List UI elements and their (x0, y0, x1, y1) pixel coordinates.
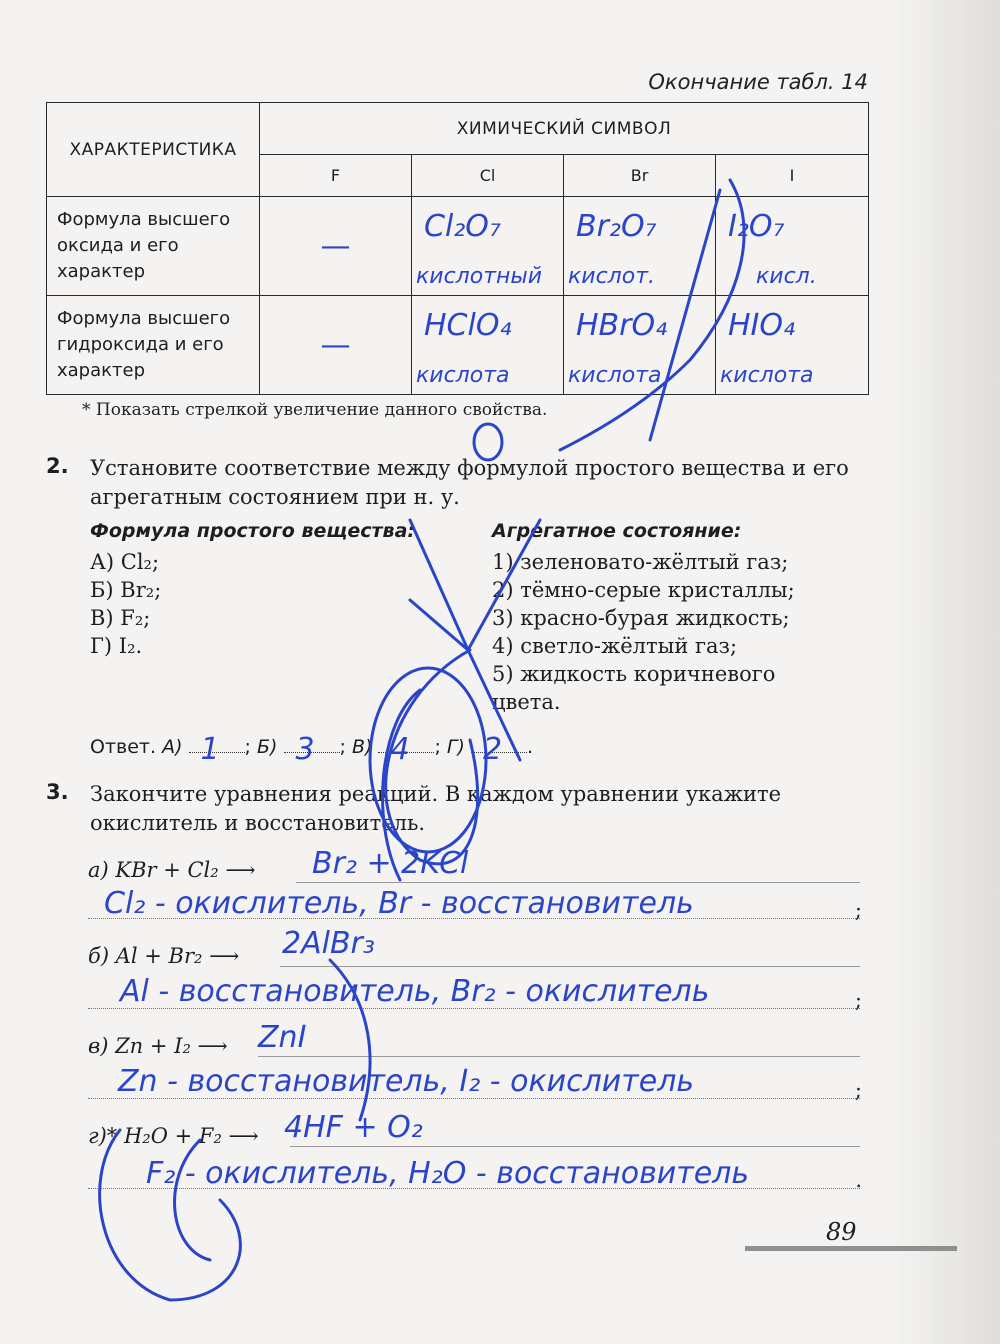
hw-fan-stroke (410, 600, 468, 650)
q2-right-item: 4) светло-жёлтый газ; (492, 634, 738, 658)
question-2-text: Установите соответствие между формулой простого вещества и его агрегатным состоянием при н. у. (90, 456, 849, 509)
answer-key: Б) (257, 736, 278, 758)
question-2-number: 2. (46, 454, 69, 478)
q2-right-heading: Агрегатное состояние: (492, 520, 742, 542)
header-chemical-symbol: ХИМИЧЕСКИЙ СИМВОЛ (260, 103, 869, 155)
hw-character: кисл. (756, 264, 817, 289)
hw-formula: HClO₄ (424, 308, 512, 343)
row-label-oxide: Формула высшего оксида и его характер (47, 197, 260, 296)
answer-key: В) (351, 736, 373, 758)
q2-right-item: 3) красно-бурая жидкость; (492, 606, 790, 630)
hw-answer: 2 (482, 732, 503, 767)
hw-fan-stroke (330, 960, 370, 1120)
hw-answer: 1 (200, 732, 220, 767)
q3-equation-b: б) Al + Br₂ ⟶ (88, 944, 240, 968)
q2-answer-line: Ответ. А) 1 ; Б) 3 ; В) 4 ; Г) 2 . (90, 732, 533, 767)
hw-note-b: Al - восстановитель, Br₂ - окислитель (120, 974, 710, 1009)
answer-key: Г) (446, 736, 465, 758)
hw-fan-stroke (468, 520, 540, 650)
hw-dash: — (320, 327, 351, 363)
hw-circle (474, 424, 502, 460)
semicolon: ; (854, 1078, 862, 1102)
symbol-br: Br (564, 155, 716, 197)
hw-answer: 3 (295, 732, 315, 767)
hw-arrow-stroke (650, 190, 720, 440)
q2-right-item: 1) зеленовато-жёлтый газ; (492, 550, 789, 574)
hw-product-d: 4HF + O₂ (284, 1110, 423, 1145)
hw-formula: Br₂O₇ (576, 209, 657, 244)
hw-loop (175, 1140, 210, 1260)
hw-character: кислота (416, 363, 510, 388)
hw-dash: — (320, 228, 351, 264)
symbol-i: I (716, 155, 869, 197)
hw-note-a: Cl₂ - окислитель, Br - восстановитель (104, 886, 694, 921)
answer-label: Ответ. (90, 736, 157, 758)
table-caption: Окончание табл. 14 (648, 70, 868, 94)
q2-left-item: Б) Br₂; (90, 578, 162, 602)
footnote: * Показать стрелкой увеличение данного свойства. (82, 400, 548, 420)
hw-character: кислот. (568, 264, 656, 289)
question-3-text: Закончите уравнения реакций. В каждом уравнении укажите окислитель и восстановитель. (90, 782, 782, 835)
q3-equation-d: г)* H₂O + F₂ ⟶ (88, 1124, 259, 1148)
q2-right-item: цвета. (492, 690, 561, 714)
q2-left-item: Г) I₂. (90, 634, 143, 658)
page-number: 89 (826, 1218, 857, 1246)
q2-left-heading: Формула простого вещества: (90, 520, 415, 542)
hw-answer: 4 (390, 732, 410, 767)
hw-product-a: Br₂ + 2KCl (312, 846, 469, 881)
hw-formula: Cl₂O₇ (424, 209, 501, 244)
semicolon: ; (854, 988, 862, 1012)
symbol-cl: Cl (412, 155, 564, 197)
hw-arrow-stroke (560, 180, 744, 450)
question-3-number: 3. (46, 780, 69, 804)
hw-character: кислота (720, 363, 814, 388)
q2-right-item: 5) жидкость коричневого (492, 662, 776, 686)
header-characteristic: ХАРАКТЕРИСТИКА (47, 103, 260, 197)
hw-note-d: F₂ - окислитель, H₂O - восстановитель (146, 1156, 750, 1191)
q2-left-item: В) F₂; (90, 606, 151, 630)
hw-character: кислотный (416, 264, 543, 289)
row-label-hydroxide: Формула высшего гидроксида и его характер (47, 296, 260, 395)
semicolon: . (855, 1168, 862, 1192)
q2-right-item: 2) тёмно-серые кристаллы; (492, 578, 795, 602)
hw-fan-stroke (410, 520, 468, 650)
hw-loop (383, 690, 420, 880)
hw-formula: HBrO₄ (576, 308, 668, 343)
hw-product-c: ZnI (258, 1020, 307, 1055)
semicolon: ; (854, 898, 862, 922)
hw-formula: HIO₄ (728, 308, 796, 343)
hw-formula: I₂O₇ (728, 209, 785, 244)
symbol-f: F (260, 155, 412, 197)
q3-equation-c: в) Zn + I₂ ⟶ (88, 1034, 228, 1058)
answer-key: А) (162, 736, 183, 758)
hw-product-b: 2AlBr₃ (282, 926, 375, 961)
hw-note-c: Zn - восстановитель, I₂ - окислитель (118, 1064, 695, 1099)
q3-equation-a: а) KBr + Cl₂ ⟶ (88, 858, 256, 882)
hw-loop (100, 1130, 241, 1300)
hw-character: кислота (568, 363, 662, 388)
q2-left-item: А) Cl₂; (90, 550, 160, 574)
